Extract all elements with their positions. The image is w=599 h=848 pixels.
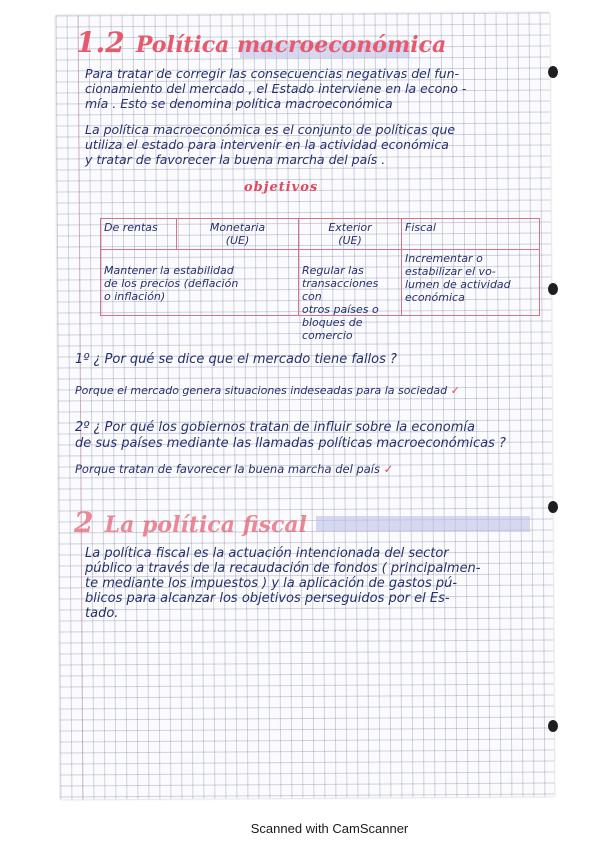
section-2-number: 2 — [74, 506, 94, 539]
binder-hole — [548, 501, 558, 513]
section-1-paragraph-2: La política macroeconómica es el conjunto de políticas que utiliza el estado para intervenir en la actividad económica y tratar de favorecer la buena marcha del país . — [85, 122, 456, 167]
section-1-number: 1.2 — [76, 26, 125, 59]
section-2-heading — [74, 502, 307, 540]
section-1-heading — [76, 22, 446, 60]
section-2-paragraph: La política fiscal es la actuación intencionada del sector público a través de la recaudación de fondos ( principalmen- te mediante los impuestos ) y la aplicación de gastos pú- blicos para alcanzar los objetivos perseguidos por el Es- tado. — [85, 546, 481, 621]
table-header-rentas: De rentas — [101, 219, 177, 250]
question-2: 2º ¿ Por qué los gobiernos tratan de influir sobre la economía de sus países mediante las llamadas políticas macroeconómicas ? — [75, 420, 506, 451]
binder-hole — [548, 66, 558, 78]
section-1-paragraph-1: Para tratar de corregir las consecuencias negativas del fun- cionamiento del mercado , el Estado interviene en la econo - mía . Esto se denomina política macroeconómica — [85, 66, 467, 111]
objectives-table — [100, 218, 540, 342]
section-2-title: La política fiscal — [104, 512, 307, 538]
table-cell-exterior: Regular las transacciones con otros países o bloques de comercio — [299, 250, 402, 315]
page-margin-line — [78, 15, 84, 799]
binder-hole — [548, 283, 558, 295]
table-header-exterior: Exterior (UE) — [299, 219, 402, 250]
answer-2-line — [75, 462, 545, 476]
answer-1-line — [75, 384, 545, 398]
objectives-title: objetivos — [244, 180, 319, 195]
table-header-monetaria: Monetaria (UE) — [177, 219, 299, 250]
binder-hole — [548, 720, 558, 732]
table-header-fiscal: Fiscal — [402, 219, 539, 250]
checkmark-icon: ✓ — [383, 462, 394, 476]
table-cell-fiscal: Incrementar o estabilizar el vo- lumen de actividad económica — [405, 252, 511, 304]
section-1-title: Política macroeconómica — [135, 32, 447, 58]
scanner-watermark: Scanned with CamScanner — [250, 821, 409, 836]
table-cell-rentas-monetaria: Mantener la estabilidad de los precios (deflación o inflación) — [101, 250, 299, 315]
title-highlight — [316, 516, 530, 532]
checkmark-icon: ✓ — [450, 384, 460, 397]
question-1: 1º ¿ Por qué se dice que el mercado tiene fallos ? — [75, 352, 397, 367]
answer-1: Porque el mercado genera situaciones indeseadas para la sociedad — [75, 384, 448, 397]
answer-2: Porque tratan de favorecer la buena marcha del país — [75, 462, 380, 476]
